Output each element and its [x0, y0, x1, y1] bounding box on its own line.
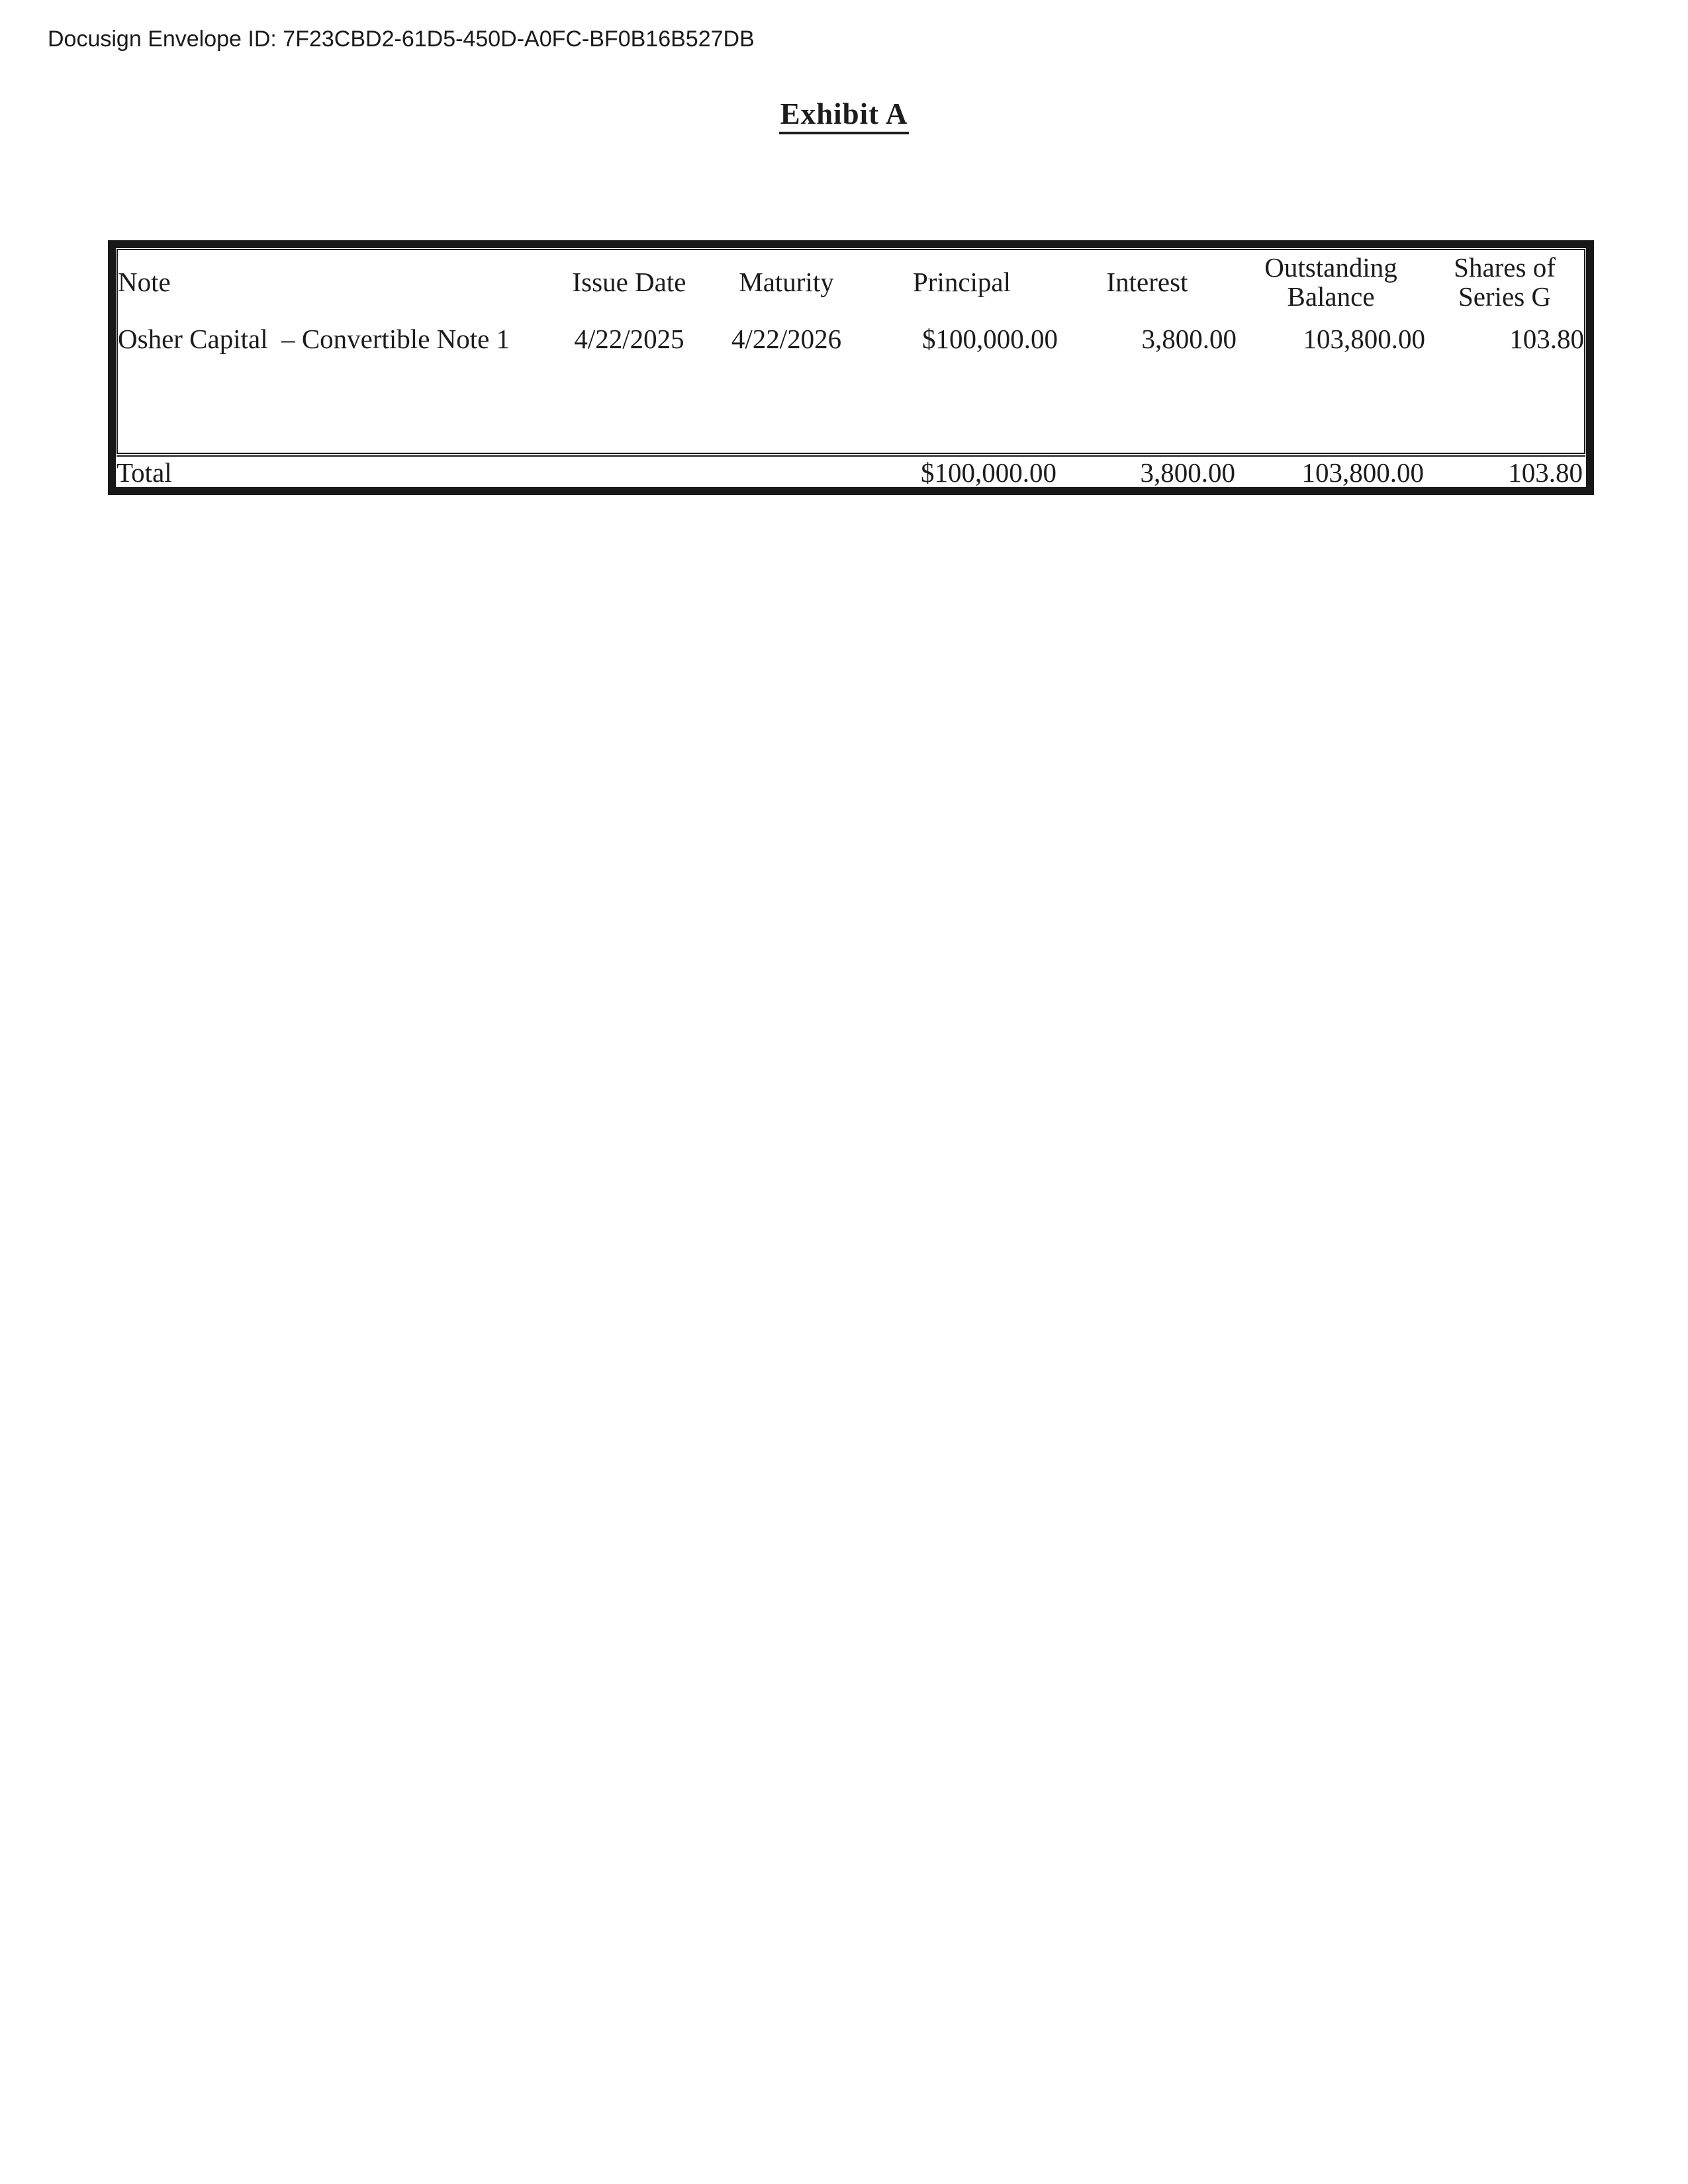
total-issue-date-empty	[550, 457, 706, 487]
col-header-shares-of-series-g: Shares of Series G	[1454, 251, 1556, 312]
total-principal: $100,000.00	[921, 457, 1056, 487]
cell-note: Osher Capital – Convertible Note 1	[118, 324, 510, 354]
total-shares-of-series-g: 103.80	[1508, 457, 1583, 487]
notes-table	[108, 240, 1594, 495]
cell-principal: $100,000.00	[922, 324, 1058, 354]
notes-grid	[118, 250, 1584, 368]
total-grid	[117, 457, 1583, 487]
total-interest: 3,800.00	[1140, 457, 1235, 487]
total-label: Total	[117, 457, 172, 487]
col-header-principal: Principal	[912, 266, 1011, 297]
title-row	[0, 97, 1688, 134]
cell-maturity: 4/22/2026	[731, 324, 842, 354]
cell-outstanding-balance: 103,800.00	[1303, 324, 1425, 354]
col-header-issue-date: Issue Date	[572, 266, 686, 297]
total-table-row	[117, 457, 1583, 487]
col-header-maturity: Maturity	[739, 266, 834, 297]
cell-shares-of-series-g: 103.80	[1509, 324, 1584, 354]
col-header-outstanding-balance: Outstanding Balance	[1264, 251, 1397, 312]
table-row	[118, 314, 1584, 368]
page-title: Exhibit A	[779, 97, 910, 134]
total-outstanding-balance: 103,800.00	[1301, 457, 1424, 487]
docusign-envelope-id: Docusign Envelope ID: 7F23CBD2-61D5-450D-A0FC-BF0B16B527DB	[48, 26, 755, 52]
header-row	[118, 250, 1584, 314]
col-header-note: Note	[118, 266, 171, 297]
cell-interest: 3,800.00	[1141, 324, 1237, 354]
total-maturity-empty	[706, 457, 865, 487]
cell-issue-date: 4/22/2025	[574, 324, 684, 354]
total-row	[117, 455, 1585, 487]
notes-table-main-section	[117, 249, 1585, 454]
col-header-interest: Interest	[1106, 266, 1188, 297]
